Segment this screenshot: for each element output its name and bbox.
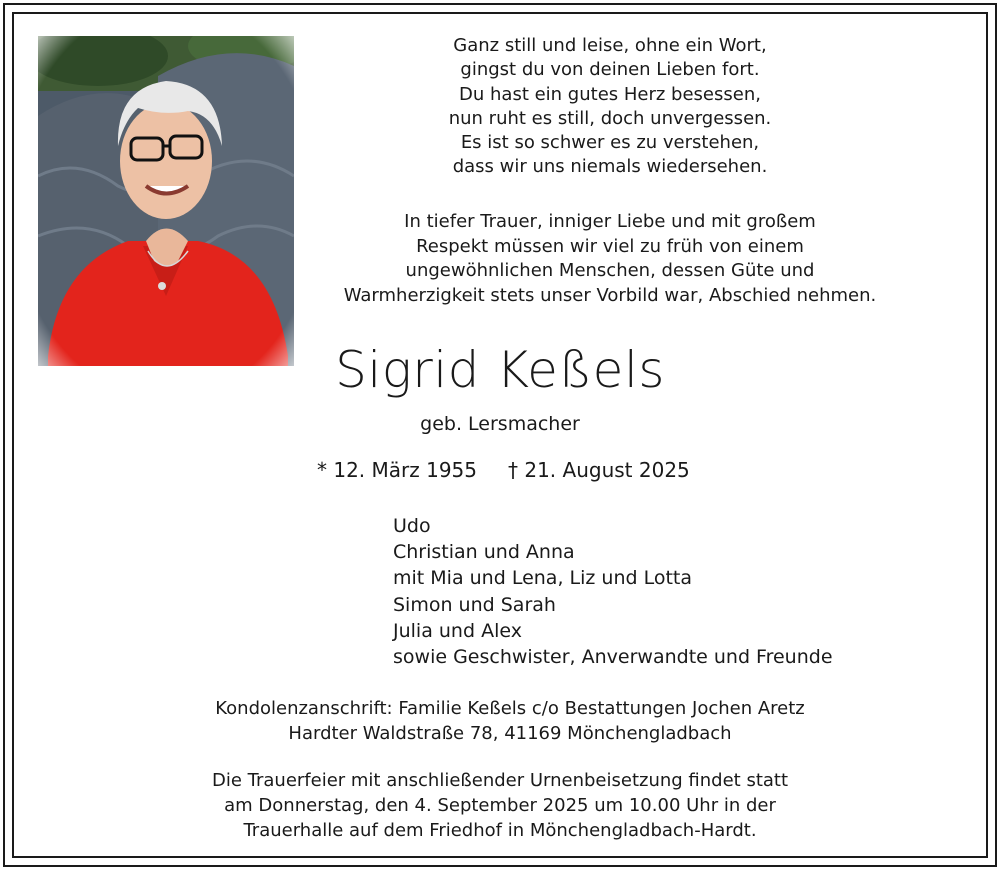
birth-name: geb. Lersmacher bbox=[420, 413, 580, 435]
birth-date: * 12. März 1955 bbox=[317, 458, 478, 482]
mourning-line: ungewöhnlichen Menschen, dessen Güte und bbox=[405, 260, 815, 281]
poem-line: gingst du von deinen Lieben fort. bbox=[460, 59, 760, 81]
poem-line: dass wir uns niemals wiedersehen. bbox=[452, 156, 768, 178]
poem-line: nun ruht es still, doch unvergessen. bbox=[448, 107, 772, 129]
mourning-line: Warmherzigkeit stets unser Vorbild war, Abschied nehmen. bbox=[343, 284, 877, 306]
mourner: sowie Geschwister, Anverwandte und Freunde bbox=[393, 646, 833, 669]
poem-line: Es ist so schwer es zu verstehen, bbox=[460, 132, 760, 154]
mourner: Julia und Alex bbox=[393, 619, 522, 642]
mourner: Udo bbox=[393, 515, 431, 537]
poem-line: Du hast ein gutes Herz besessen, bbox=[459, 83, 761, 105]
deceased-name: Sigrid Keßels bbox=[335, 341, 665, 399]
portrait-photo bbox=[38, 36, 294, 366]
mourning-line: Respekt müssen wir viel zu früh von einem bbox=[416, 235, 804, 257]
funeral-line: Die Trauerfeier mit anschließender Urnenbeisetzung findet statt bbox=[211, 770, 789, 791]
mourner: Christian und Anna bbox=[393, 541, 575, 564]
poem bbox=[330, 34, 890, 180]
condolence-line: Kondolenzanschrift: Familie Keßels c/o Bestattungen Jochen Aretz bbox=[215, 698, 805, 719]
death-date: † 21. August 2025 bbox=[508, 458, 690, 482]
funeral-line: Trauerhalle auf dem Friedhof in Mönchengladbach-Hardt. bbox=[243, 820, 757, 841]
condolence-address bbox=[150, 696, 870, 746]
poem-line: Ganz still und leise, ohne ein Wort, bbox=[453, 35, 767, 56]
condolence-line: Hardter Waldstraße 78, 41169 Mönchengladbach bbox=[288, 723, 732, 744]
mourning-text bbox=[300, 210, 920, 308]
mourner: mit Mia und Lena, Liz und Lotta bbox=[393, 567, 692, 590]
mourner: Simon und Sarah bbox=[393, 593, 556, 616]
mourning-line: In tiefer Trauer, inniger Liebe und mit großem bbox=[404, 211, 816, 232]
funeral-line: am Donnerstag, den 4. September 2025 um 10.00 Uhr in der bbox=[224, 795, 776, 816]
funeral-info bbox=[150, 768, 850, 843]
mourners-list bbox=[393, 513, 833, 670]
